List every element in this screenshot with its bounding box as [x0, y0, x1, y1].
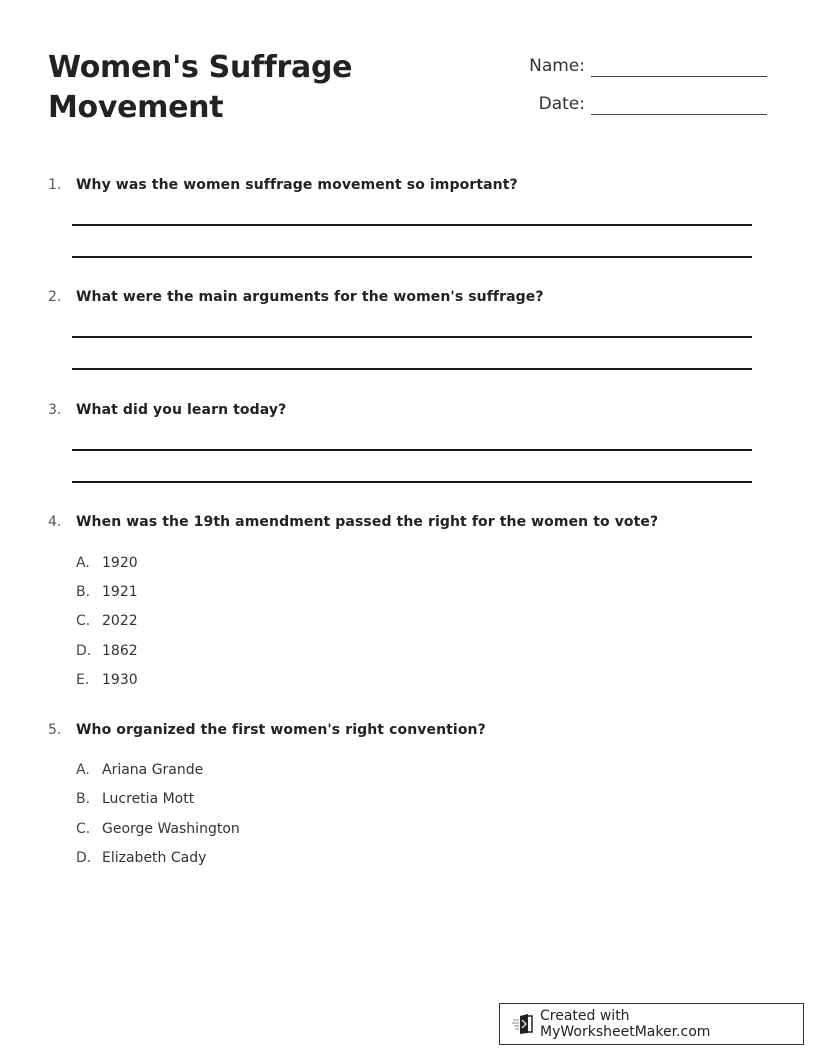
question-2 — [48, 287, 768, 307]
name-label: Name: — [529, 56, 585, 76]
answer-option-c[interactable] — [76, 611, 138, 631]
option-text: 1862 — [102, 643, 138, 659]
question-text: What did you learn today? — [76, 402, 287, 418]
answer-option-b[interactable] — [76, 582, 138, 602]
option-text: Ariana Grande — [102, 762, 204, 778]
answer-option-c[interactable] — [76, 819, 240, 839]
date-label: Date: — [538, 94, 585, 114]
option-text: Elizabeth Cady — [102, 850, 207, 866]
answer-line[interactable] — [72, 336, 752, 338]
answer-option-a[interactable] — [76, 553, 138, 573]
answer-option-e[interactable] — [76, 670, 138, 690]
answer-line[interactable] — [72, 256, 752, 258]
option-text: 1921 — [102, 584, 138, 600]
answer-line[interactable] — [72, 449, 752, 451]
badge-text: Created with MyWorksheetMaker.com — [540, 1008, 711, 1040]
question-text: Why was the women suffrage movement so important? — [76, 177, 518, 193]
question-number: 4. — [48, 514, 62, 530]
created-with-badge[interactable] — [499, 1003, 804, 1045]
answer-option-d[interactable] — [76, 641, 138, 661]
question-text: Who organized the first women's right convention? — [76, 722, 486, 738]
option-text: 1920 — [102, 555, 138, 571]
question-number: 2. — [48, 289, 62, 305]
question-4 — [48, 512, 768, 688]
name-field-row — [529, 52, 767, 77]
question-number: 5. — [48, 722, 62, 738]
option-letter: E. — [76, 672, 90, 688]
option-letter: B. — [76, 791, 91, 807]
option-letter: D. — [76, 643, 92, 659]
title-line-1: Women's Suffrage — [48, 50, 353, 85]
option-letter: A. — [76, 555, 90, 571]
question-number: 3. — [48, 402, 62, 418]
answer-line[interactable] — [72, 368, 752, 370]
option-text: Lucretia Mott — [102, 791, 195, 807]
option-letter: B. — [76, 584, 91, 600]
worksheet-title — [48, 48, 468, 128]
option-text: 1930 — [102, 672, 138, 688]
name-field[interactable] — [591, 52, 767, 77]
question-5 — [48, 720, 768, 866]
answer-option-b[interactable] — [76, 789, 194, 809]
question-3 — [48, 400, 768, 420]
option-letter: C. — [76, 613, 91, 629]
option-letter: D. — [76, 850, 92, 866]
title-line-2: Movement — [48, 90, 224, 125]
option-letter: A. — [76, 762, 90, 778]
date-field[interactable] — [591, 90, 767, 115]
answer-option-a[interactable] — [76, 760, 203, 780]
date-field-row — [539, 90, 767, 115]
question-text: What were the main arguments for the women's suffrage? — [76, 289, 544, 305]
option-text: George Washington — [102, 821, 240, 837]
question-text: When was the 19th amendment passed the right for the women to vote? — [76, 514, 659, 530]
option-letter: C. — [76, 821, 91, 837]
answer-option-d[interactable] — [76, 848, 206, 868]
worksheet-maker-logo-icon — [512, 1013, 534, 1035]
answer-line[interactable] — [72, 481, 752, 483]
question-1 — [48, 175, 768, 195]
option-text: 2022 — [102, 613, 138, 629]
answer-line[interactable] — [72, 224, 752, 226]
question-number: 1. — [48, 177, 62, 193]
